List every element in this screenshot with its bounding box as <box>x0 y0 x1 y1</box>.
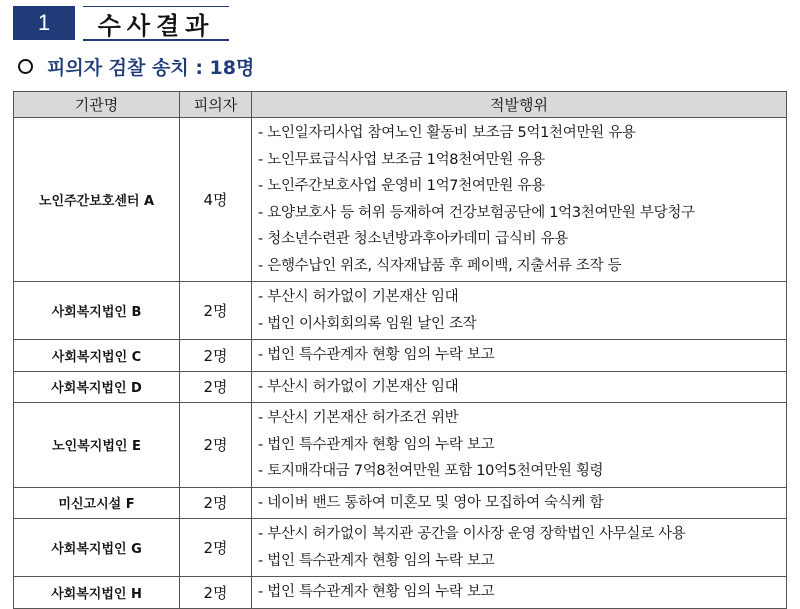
org-cell: 노인주간보호센터 A <box>14 118 180 282</box>
acts-cell <box>252 403 787 488</box>
org-cell: 사회복지법인 B <box>14 282 180 340</box>
count-cell: 2명 <box>180 403 252 488</box>
org-cell: 미신고시설 F <box>14 487 180 519</box>
act-item: - 요양보호사 등 허위 등재하여 건강보험공단에 1억3천여만원 부당청구 <box>258 200 786 227</box>
act-item: - 법인 특수관계자 현황 임의 누락 보고 <box>258 548 786 575</box>
act-item: - 노인일자리사업 참여노인 활동비 보조금 5억1천여만원 유용 <box>258 120 786 147</box>
act-item: - 부산시 기본재산 허가조건 위반 <box>258 405 786 432</box>
act-item: - 법인 이사회회의록 임원 날인 조작 <box>258 311 786 338</box>
count-cell: 2명 <box>180 487 252 519</box>
table-row <box>14 403 787 488</box>
act-item: - 법인 특수관계자 현황 임의 누락 보고 <box>258 579 786 606</box>
table-row <box>14 487 787 519</box>
table-row <box>14 371 787 403</box>
org-cell: 사회복지법인 H <box>14 577 180 609</box>
act-item: - 부산시 허가없이 기본재산 임대 <box>258 284 786 311</box>
count-cell: 4명 <box>180 118 252 282</box>
act-item: - 법인 특수관계자 현황 임의 누락 보고 <box>258 432 786 459</box>
acts-cell <box>252 340 787 372</box>
section-title: 수사결과 <box>83 6 229 41</box>
act-item: - 토지매각대금 7억8천여만원 포함 10억5천여만원 횡령 <box>258 458 786 485</box>
circle-bullet-icon <box>18 59 33 74</box>
count-cell: 2명 <box>180 519 252 577</box>
results-table <box>13 91 787 609</box>
acts-cell <box>252 577 787 609</box>
table-row <box>14 282 787 340</box>
table-row <box>14 577 787 609</box>
acts-cell <box>252 519 787 577</box>
column-header-org: 기관명 <box>14 92 180 118</box>
acts-cell <box>252 118 787 282</box>
act-item: - 은행수납인 위조, 식자재납품 후 페이백, 지출서류 조작 등 <box>258 253 786 280</box>
count-cell: 2명 <box>180 577 252 609</box>
org-cell: 사회복지법인 G <box>14 519 180 577</box>
table-header-row <box>14 92 787 118</box>
section-number: 1 <box>13 6 75 40</box>
act-item: - 부산시 허가없이 기본재산 임대 <box>258 374 786 401</box>
org-cell: 노인복지법인 E <box>14 403 180 488</box>
org-cell: 사회복지법인 D <box>14 371 180 403</box>
count-cell: 2명 <box>180 282 252 340</box>
section-header <box>13 6 229 40</box>
act-item: - 법인 특수관계자 현황 임의 누락 보고 <box>258 342 786 369</box>
act-item: - 부산시 허가없이 복지관 공간을 이사장 운영 장학법인 사무실로 사용 <box>258 521 786 548</box>
subheading <box>16 52 254 80</box>
table-row <box>14 340 787 372</box>
acts-cell <box>252 487 787 519</box>
count-cell: 2명 <box>180 340 252 372</box>
column-header-acts: 적발행위 <box>252 92 787 118</box>
column-header-count: 피의자 <box>180 92 252 118</box>
acts-cell <box>252 371 787 403</box>
table-row <box>14 519 787 577</box>
act-item: - 청소년수련관 청소년방과후아카데미 급식비 유용 <box>258 226 786 253</box>
act-item: - 노인무료급식사업 보조금 1억8천여만원 유용 <box>258 147 786 174</box>
count-cell: 2명 <box>180 371 252 403</box>
table-row <box>14 118 787 282</box>
acts-cell <box>252 282 787 340</box>
org-cell: 사회복지법인 C <box>14 340 180 372</box>
subheading-text: 피의자 검찰 송치 : 18명 <box>47 56 255 79</box>
act-item: - 노인주간보호사업 운영비 1억7천여만원 유용 <box>258 173 786 200</box>
act-item: - 네이버 밴드 통하여 미혼모 및 영아 모집하여 숙식케 함 <box>258 490 786 517</box>
